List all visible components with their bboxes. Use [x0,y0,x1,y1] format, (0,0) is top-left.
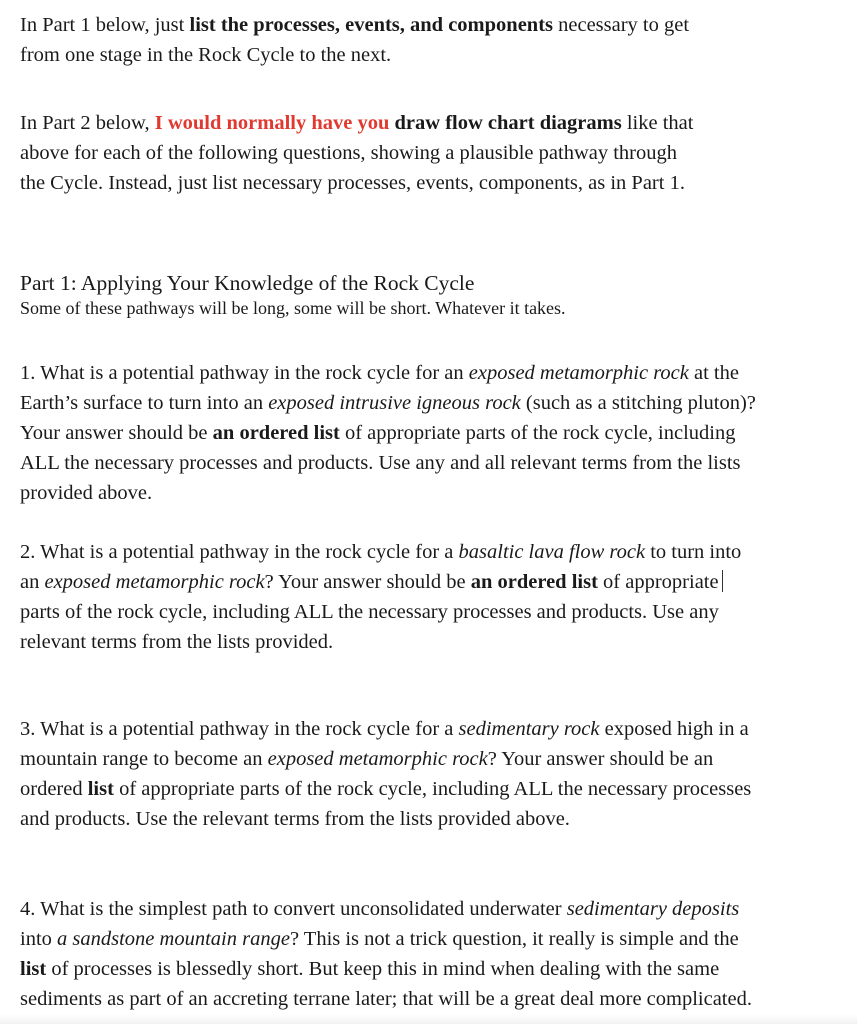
intro-p1-line-1 [20,10,850,40]
q4-line-4: sediments as part of an accreting terrane later; that will be a great deal more complicated. [20,988,752,1010]
q3-line-3 [20,774,850,804]
text: Earth’s surface to turn into an [20,392,269,414]
italic-text: basaltic lava flow rock [458,541,646,563]
q2-line-3: parts of the rock cycle, including ALL the necessary processes and products. Use any [20,601,719,623]
question-4 [20,894,850,1014]
text: ? Your answer should be [264,571,471,593]
question-1 [20,358,850,508]
q2-line-1 [20,537,850,567]
q1-line-4: ALL the necessary processes and products. Use any and all relevant terms from the lists [20,452,741,474]
italic-text: exposed metamorphic rock [44,571,265,593]
text: exposed high in a [599,718,749,740]
intro-paragraph-2 [20,108,850,198]
text: Your answer should be [20,422,213,444]
q3-line-4: and products. Use the relevant terms from the lists provided above. [20,808,570,830]
text-cursor [722,570,723,592]
text: of processes is blessedly short. But keep this in mind when dealing with the same [46,958,720,980]
text: In Part 2 below, [20,112,155,134]
bold-text: list [87,778,114,800]
text: at the [688,362,739,384]
q3-line-1 [20,714,850,744]
text: In Part 1 below, just [20,14,190,36]
text: ordered [20,778,88,800]
text: 1. What is a potential pathway in the rock cycle for an [20,362,469,384]
intro-p2-line-1 [20,108,850,138]
part1-section-header [20,268,850,320]
bold-text: list [20,958,47,980]
text: into [20,928,58,950]
q3-line-2 [20,744,850,774]
question-3 [20,714,850,834]
italic-text: exposed intrusive igneous rock [268,392,521,414]
q2-line-4: relevant terms from the lists provided. [20,631,334,653]
text: 3. What is a potential pathway in the rock cycle for a [20,718,459,740]
text: of appropriate parts of the rock cycle, including ALL the necessary processes [113,778,752,800]
text: necessary to get [553,14,690,36]
q4-line-1 [20,894,850,924]
italic-text: exposed metamorphic rock [468,362,689,384]
part1-heading: Part 1: Applying Your Knowledge of the Rock Cycle [20,271,475,295]
bold-text: draw flow chart diagrams [394,112,622,134]
text: 2. What is a potential pathway in the rock cycle for a [20,541,459,563]
italic-text: sedimentary deposits [566,898,740,920]
question-2 [20,537,850,657]
part1-subheading: Some of these pathways will be long, some will be short. Whatever it takes. [20,298,566,318]
intro-p1-line-2: from one stage in the Rock Cycle to the next. [20,44,392,66]
bold-text: list the processes, events, and components [189,14,553,36]
text: 4. What is the simplest path to convert unconsolidated underwater [20,898,567,920]
bold-text: an ordered list [470,571,598,593]
bold-text: an ordered list [212,422,340,444]
italic-text: a sandstone mountain range [57,928,290,950]
q1-line-2 [20,388,850,418]
page-bottom-edge [0,1014,857,1024]
italic-text: sedimentary rock [458,718,600,740]
text: of appropriate parts of the rock cycle, including [339,422,736,444]
text: mountain range to become an [20,748,268,770]
intro-paragraph-1 [20,10,850,70]
italic-text: exposed metamorphic rock [267,748,488,770]
text: ? This is not a trick question, it really is simple and the [289,928,739,950]
red-emphasis-text: I would normally have you [154,112,390,134]
intro-p2-line-2: above for each of the following questions, showing a plausible pathway through [20,142,677,164]
q2-line-2 [20,567,850,597]
intro-p2-line-3: the Cycle. Instead, just list necessary processes, events, components, as in Part 1. [20,172,685,194]
text: an [20,571,45,593]
q4-line-3 [20,954,850,984]
text: like that [621,112,694,134]
text: (such as a stitching pluton)? [520,392,756,414]
text: to turn into [645,541,742,563]
q1-line-1 [20,358,850,388]
q1-line-3 [20,418,850,448]
text: ? Your answer should be an [487,748,714,770]
q1-line-5: provided above. [20,482,153,504]
text: of appropriate [597,571,719,593]
q4-line-2 [20,924,850,954]
